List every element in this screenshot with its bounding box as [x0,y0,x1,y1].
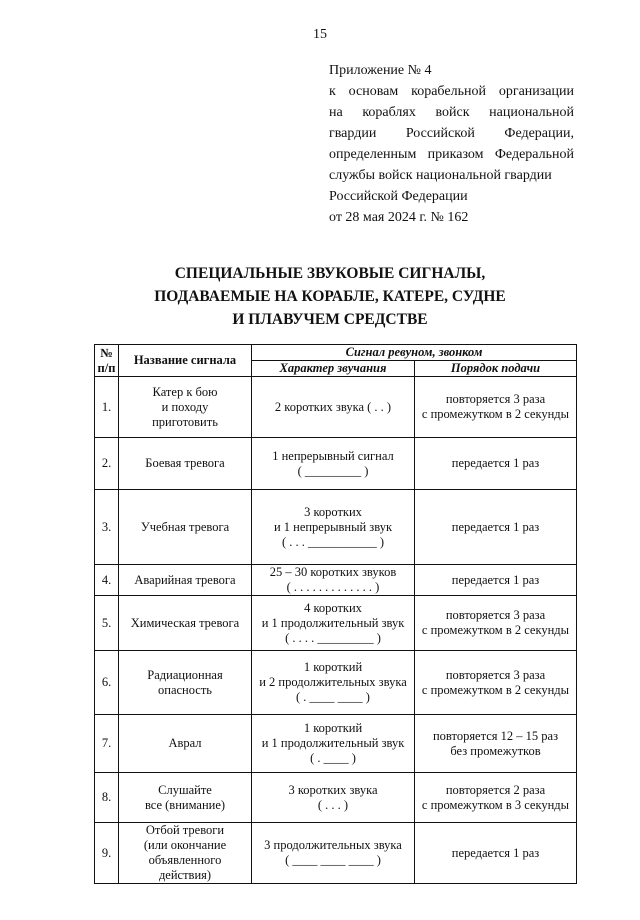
order-of-delivery-line: с промежутком в 2 секунды [421,682,570,697]
sound-character-line: и 1 непрерывный звук [273,519,393,534]
signal-name-line: все (внимание) [144,797,226,812]
page-number: 15 [313,27,327,42]
row-number: 2. [95,438,119,490]
header-name: Название сигнала [119,345,252,377]
header-sound: Характер звучания [252,361,415,377]
sound-character-line: ( _________ ) [297,463,369,478]
table-row [95,651,577,715]
sound-character-line: ( . . . ) [317,797,349,812]
row-number: 8. [95,773,119,823]
sound-character [252,377,415,438]
order-of-delivery-line: повторяется 12 – 15 раз [432,728,559,743]
sound-character-line: 3 коротких звука [288,782,378,797]
sound-character-line: ( . . . ___________ ) [281,534,385,549]
table-row [95,715,577,773]
sound-character-line: ( . . . . . . . . . . . . . ) [286,580,380,594]
order-of-delivery-line: повторяется 3 раза [445,392,546,406]
header-num-line: № [100,345,113,360]
sound-character [252,438,415,490]
sound-character [252,823,415,884]
order-of-delivery-line: с промежутком в 2 секунды [421,407,570,421]
signals-table [94,344,577,884]
appendix-line: на кораблях войск национальной [329,105,574,120]
table-row [95,490,577,565]
appendix-line: от 28 мая 2024 г. № 162 [329,210,469,225]
signal-name [119,651,252,715]
signal-name-line: Слушайте [158,782,212,797]
document-title [0,262,640,331]
sound-character-line: ( . ____ ____ ) [296,690,370,704]
sound-character-line: и 1 продолжительный звук [261,615,405,630]
sound-character [252,490,415,565]
order-of-delivery [415,438,577,490]
order-of-delivery-line: передается 1 раз [451,572,540,587]
sound-character [252,715,415,773]
sound-character-line: 1 короткий [303,721,363,735]
sound-character-line: 1 короткий [303,660,363,674]
order-of-delivery-line: передается 1 раз [451,845,540,860]
signal-name [119,823,252,884]
signal-name-line: Радиационная [147,667,223,682]
order-of-delivery [415,377,577,438]
signal-name [119,565,252,596]
signal-name-line: опасность [158,682,212,697]
order-of-delivery-line: с промежутком в 2 секунды [421,623,570,637]
row-number: 9. [95,823,119,884]
signal-name-line: Аврал [168,736,202,750]
signal-name [119,490,252,565]
appendix-line: Приложение № 4 [329,63,432,78]
sound-character [252,773,415,823]
signal-name [119,377,252,438]
appendix-line: гвардии Российской Федерации, [329,126,574,141]
signal-name-line: Катер к бою [152,384,218,399]
order-of-delivery [415,490,577,565]
appendix-block [329,60,574,228]
sound-character [252,651,415,715]
order-of-delivery [415,565,577,596]
row-number: 1. [95,377,119,438]
header-num [95,345,119,377]
signal-name-line: Отбой тревоги [145,823,225,837]
signal-name [119,596,252,651]
signal-name [119,773,252,823]
sound-character-line: 1 непрерывный сигнал [272,448,394,463]
row-number: 3. [95,490,119,565]
table-row [95,596,577,651]
signal-name-line: действия) [158,868,212,882]
order-of-delivery-line: повторяется 2 раза [445,782,546,797]
order-of-delivery-line: повторяется 3 раза [445,608,546,622]
header-signal-group: Сигнал ревуном, звонком [252,345,577,361]
sound-character-line: ( ____ ____ ____ ) [285,853,381,867]
signal-name-line: Учебная тревога [140,519,230,534]
signal-name [119,438,252,490]
header-order: Порядок подачи [415,361,577,377]
appendix-line: определенным приказом Федеральной [329,147,574,162]
order-of-delivery [415,651,577,715]
order-of-delivery-line: передается 1 раз [451,456,540,470]
order-of-delivery [415,773,577,823]
signal-name [119,715,252,773]
sound-character-line: и 1 продолжительный звук [261,736,405,750]
row-number: 5. [95,596,119,651]
table-row [95,823,577,884]
appendix-line: Российской Федерации [329,189,468,204]
sound-character-line: и 2 продолжительных звука [259,675,407,689]
signal-name-line: и походу [161,399,209,414]
signal-name-line: Боевая тревога [145,456,225,470]
sound-character-line: 3 продолжительных звука [264,838,402,852]
header-num-line: п/п [97,360,116,375]
signal-name-line: (или окончание [143,838,227,852]
sound-character-line: ( . . . . _________ ) [285,630,381,645]
table-row [95,377,577,438]
sound-character-line: 4 коротких [304,600,362,615]
sound-character [252,596,415,651]
appendix-line: к основам корабельной организации [329,84,574,99]
order-of-delivery-line: без промежутков [450,743,541,758]
sound-character-line: ( . ____ ) [310,751,356,765]
table-row [95,773,577,823]
signal-name-line: приготовить [152,414,218,429]
order-of-delivery [415,715,577,773]
order-of-delivery-line: передается 1 раз [451,519,540,534]
title-line: СПЕЦИАЛЬНЫЕ ЗВУКОВЫЕ СИГНАЛЫ, [174,265,486,282]
order-of-delivery-line: повторяется 3 раза [445,667,546,682]
row-number: 4. [95,565,119,596]
title-line: ПОДАВАЕМЫЕ НА КОРАБЛЕ, КАТЕРЕ, СУДНЕ [154,288,506,305]
signal-name-line: объявленного [148,853,222,867]
order-of-delivery-line: с промежутком в 3 секунды [421,797,570,812]
signal-name-line: Химическая тревога [130,615,240,630]
sound-character-line: 2 коротких звука ( . . ) [274,399,392,414]
sound-character-line: 25 – 30 коротких звуков [269,565,397,579]
appendix-line: службы войск национальной гвардии [329,168,552,183]
table-row [95,438,577,490]
sound-character-line: 3 коротких [304,504,362,519]
signal-name-line: Аварийная тревога [134,572,236,587]
row-number: 6. [95,651,119,715]
title-line: И ПЛАВУЧЕМ СРЕДСТВЕ [232,311,428,328]
row-number: 7. [95,715,119,773]
table-row [95,565,577,596]
order-of-delivery [415,823,577,884]
order-of-delivery [415,596,577,651]
sound-character [252,565,415,596]
